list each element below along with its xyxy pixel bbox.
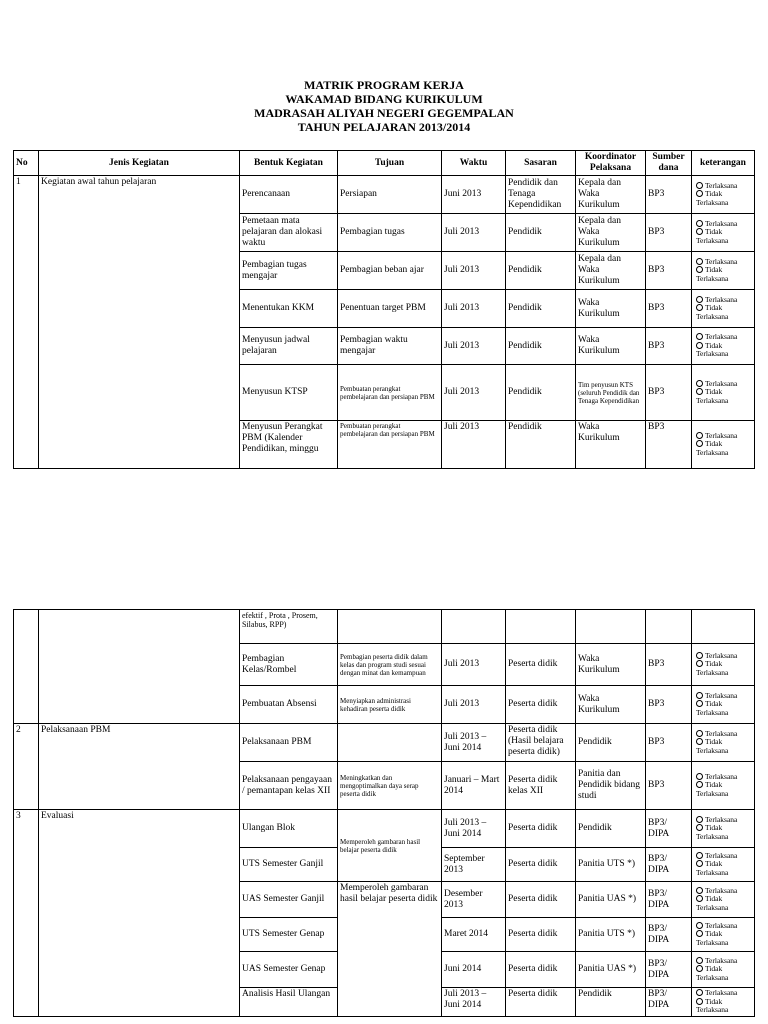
keterangan-cell: Terlaksana Tidak Terlaksana — [692, 762, 755, 810]
radio-circle-icon — [696, 380, 703, 387]
koordinator-cell: Pendidik — [576, 810, 646, 848]
header-row — [14, 151, 755, 176]
koordinator-cell: Kepala dan Waka Kurikulum — [576, 214, 646, 252]
koordinator-cell: Waka Kurikulum — [576, 421, 646, 469]
waktu-cell: Juli 2013 – Juni 2014 — [442, 810, 506, 848]
col-tujuan: Tujuan — [338, 151, 442, 176]
koordinator-cell: Panitia UAS *) — [576, 952, 646, 988]
document-title — [0, 78, 768, 134]
radio-circle-icon — [696, 388, 703, 395]
koordinator-cell: Waka Kurikulum — [576, 328, 646, 365]
bentuk-cell: UAS Semester Ganjil — [240, 882, 338, 918]
waktu-cell: Juli 2013 — [442, 644, 506, 686]
waktu-cell: Juli 2013 – Juni 2014 — [442, 724, 506, 762]
sasaran-cell: Pendidik — [506, 252, 576, 290]
keterangan-cell: Terlaksana Tidak Terlaksana — [692, 290, 755, 328]
col-waktu: Waktu — [442, 151, 506, 176]
col-no: No — [14, 151, 39, 176]
waktu-cell: Desember 2013 — [442, 882, 506, 918]
sumber-dana-cell: BP3 — [646, 365, 692, 421]
table-row — [14, 610, 755, 644]
sumber-dana-cell — [646, 610, 692, 644]
radio-circle-icon — [696, 773, 703, 780]
keterangan-cell: Terlaksana Tidak Terlaksana — [692, 686, 755, 724]
waktu-cell: Juni 2013 — [442, 176, 506, 214]
sasaran-cell: Pendidik — [506, 290, 576, 328]
radio-circle-icon — [696, 258, 703, 265]
sumber-dana-cell: BP3/ DIPA — [646, 848, 692, 882]
radio-circle-icon — [696, 730, 703, 737]
sumber-dana-cell: BP3 — [646, 762, 692, 810]
table-row — [14, 176, 755, 214]
radio-circle-icon — [696, 700, 703, 707]
radio-circle-icon — [696, 965, 703, 972]
group-jenis-kegiatan — [39, 610, 240, 724]
sumber-dana-cell: BP3/ DIPA — [646, 882, 692, 918]
radio-circle-icon — [696, 228, 703, 235]
keterangan-cell: Terlaksana Tidak Terlaksana — [692, 918, 755, 952]
keterangan-cell: Terlaksana Tidak Terlaksana — [692, 882, 755, 918]
waktu-cell: September 2013 — [442, 848, 506, 882]
radio-circle-icon — [696, 852, 703, 859]
radio-circle-icon — [696, 190, 703, 197]
sasaran-cell: Peserta didik — [506, 918, 576, 952]
bentuk-cell: Menyusun KTSP — [240, 365, 338, 421]
koordinator-cell: Panitia dan Pendidik bidang studi — [576, 762, 646, 810]
sasaran-cell: Peserta didik — [506, 952, 576, 988]
radio-circle-icon — [696, 957, 703, 964]
radio-circle-icon — [696, 333, 703, 340]
tujuan-cell: Pembagian peserta didik dalam kelas dan program studi sesuai dengan minat dan kemampuan — [338, 644, 442, 686]
radio-circle-icon — [696, 266, 703, 273]
koordinator-cell: Panitia UTS *) — [576, 848, 646, 882]
waktu-cell: Maret 2014 — [442, 918, 506, 952]
bentuk-cell: Menyusun Perangkat PBM (Kalender Pendidikan, minggu — [240, 421, 338, 469]
waktu-cell: Juli 2013 — [442, 252, 506, 290]
keterangan-cell — [692, 610, 755, 644]
sasaran-cell: Peserta didik (Hasil belajara peserta didik) — [506, 724, 576, 762]
tujuan-cell: Pembagian waktu mengajar — [338, 328, 442, 365]
col-jenis-kegiatan: Jenis Kegiatan — [39, 151, 240, 176]
waktu-cell — [442, 610, 506, 644]
keterangan-cell: Terlaksana Tidak Terlaksana — [692, 988, 755, 1017]
bentuk-cell: Analisis Hasil Ulangan — [240, 988, 338, 1017]
col-sasaran: Sasaran — [506, 151, 576, 176]
keterangan-cell: Terlaksana Tidak Terlaksana — [692, 644, 755, 686]
keterangan-cell: Terlaksana Tidak Terlaksana — [692, 365, 755, 421]
sasaran-cell: Peserta didik kelas XII — [506, 762, 576, 810]
col-sumber-dana: Sumber dana — [646, 151, 692, 176]
title-line-4: TAHUN PELAJARAN 2013/2014 — [297, 120, 471, 134]
koordinator-cell: Waka Kurikulum — [576, 644, 646, 686]
sasaran-cell — [506, 610, 576, 644]
radio-circle-icon — [696, 296, 703, 303]
radio-circle-icon — [696, 781, 703, 788]
tujuan-cell: Penentuan target PBM — [338, 290, 442, 328]
sumber-dana-cell: BP3/ DIPA — [646, 810, 692, 848]
bentuk-cell: Pelaksanaan pengayaan / pemantapan kelas XII — [240, 762, 338, 810]
radio-circle-icon — [696, 989, 703, 996]
waktu-cell: Juli 2013 – Juni 2014 — [442, 988, 506, 1017]
radio-circle-icon — [696, 998, 703, 1005]
col-keterangan: keterangan — [692, 151, 755, 176]
sumber-dana-cell: BP3 — [646, 252, 692, 290]
koordinator-cell: Waka Kurikulum — [576, 686, 646, 724]
tujuan-cell: Memperoleh gambaran hasil belajar peserta didik — [338, 882, 442, 1017]
keterangan-cell: Terlaksana Tidak Terlaksana — [692, 176, 755, 214]
program-table-page2 — [13, 609, 755, 1017]
waktu-cell: Juli 2013 — [442, 421, 506, 469]
radio-circle-icon — [696, 887, 703, 894]
sumber-dana-cell: BP3 — [646, 724, 692, 762]
radio-circle-icon — [696, 440, 703, 447]
waktu-cell: Juli 2013 — [442, 686, 506, 724]
tujuan-cell: Meningkatkan dan mengoptimalkan daya serap peserta didik — [338, 762, 442, 810]
koordinator-cell: Tim penyusun KTS (seluruh Pendidik dan Tenaga Kependidikan — [576, 365, 646, 421]
sasaran-cell: Peserta didik — [506, 988, 576, 1017]
bentuk-cell: Menyusun jadwal pelajaran — [240, 328, 338, 365]
title-line-2: WAKAMAD BIDANG KURIKULUM — [285, 92, 483, 106]
bentuk-cell: Pembagian Kelas/Rombel — [240, 644, 338, 686]
tujuan-cell: Pembuatan perangkat pembelajaran dan persiapan PBM — [338, 421, 442, 469]
tujuan-cell: Pembagian beban ajar — [338, 252, 442, 290]
group-no: 1 — [14, 176, 39, 469]
sasaran-cell: Peserta didik — [506, 686, 576, 724]
title-line-3: MADRASAH ALIYAH NEGERI GEGEMPALAN — [254, 106, 514, 120]
radio-circle-icon — [696, 922, 703, 929]
bentuk-cell: Menentukan KKM — [240, 290, 338, 328]
radio-circle-icon — [696, 860, 703, 867]
tujuan-cell: Pembagian tugas — [338, 214, 442, 252]
sumber-dana-cell: BP3/ DIPA — [646, 918, 692, 952]
sumber-dana-cell: BP3 — [646, 686, 692, 724]
keterangan-cell: Terlaksana Tidak Terlaksana — [692, 810, 755, 848]
group-no — [14, 610, 39, 724]
radio-circle-icon — [696, 182, 703, 189]
sasaran-cell: Pendidik dan Tenaga Kependidikan — [506, 176, 576, 214]
group-no: 3 — [14, 810, 39, 1017]
keterangan-cell: Terlaksana Tidak Terlaksana — [692, 421, 755, 469]
col-koordinator: Koordinator Pelaksana — [576, 151, 646, 176]
bentuk-cell: UTS Semester Ganjil — [240, 848, 338, 882]
tujuan-cell: Memperoleh gambaran hasil belajar peserta didik — [338, 810, 442, 882]
sasaran-cell: Peserta didik — [506, 848, 576, 882]
koordinator-cell: Panitia UAS *) — [576, 882, 646, 918]
sumber-dana-cell: BP3 — [646, 176, 692, 214]
radio-circle-icon — [696, 304, 703, 311]
group-no: 2 — [14, 724, 39, 810]
sasaran-cell: Pendidik — [506, 421, 576, 469]
sasaran-cell: Peserta didik — [506, 644, 576, 686]
tujuan-cell — [338, 724, 442, 762]
tujuan-cell: Menyiapkan administrasi kehadiran peserta didik — [338, 686, 442, 724]
radio-circle-icon — [696, 816, 703, 823]
radio-circle-icon — [696, 660, 703, 667]
bentuk-cell: UAS Semester Genap — [240, 952, 338, 988]
radio-circle-icon — [696, 652, 703, 659]
sumber-dana-cell: BP3/ DIPA — [646, 952, 692, 988]
keterangan-cell: Terlaksana Tidak Terlaksana — [692, 952, 755, 988]
waktu-cell: Juni 2014 — [442, 952, 506, 988]
koordinator-cell: Kepala dan Waka Kurikulum — [576, 176, 646, 214]
keterangan-cell: Terlaksana Tidak Terlaksana — [692, 848, 755, 882]
tujuan-cell: Pembuatan perangkat pembelajaran dan persiapan PBM — [338, 365, 442, 421]
sasaran-cell: Pendidik — [506, 328, 576, 365]
radio-circle-icon — [696, 738, 703, 745]
group-jenis-kegiatan: Pelaksanaan PBM — [39, 724, 240, 810]
tujuan-cell: Persiapan — [338, 176, 442, 214]
keterangan-cell: Terlaksana Tidak Terlaksana — [692, 252, 755, 290]
sumber-dana-cell: BP3 — [646, 421, 692, 469]
radio-circle-icon — [696, 342, 703, 349]
sumber-dana-cell: BP3 — [646, 214, 692, 252]
radio-circle-icon — [696, 930, 703, 937]
sumber-dana-cell: BP3 — [646, 290, 692, 328]
waktu-cell: Juli 2013 — [442, 290, 506, 328]
koordinator-cell: Kepala dan Waka Kurikulum — [576, 252, 646, 290]
waktu-cell: Juli 2013 — [442, 365, 506, 421]
radio-circle-icon — [696, 824, 703, 831]
sasaran-cell: Pendidik — [506, 214, 576, 252]
table-row — [14, 724, 755, 762]
bentuk-cell: Pemetaan mata pelajaran dan alokasi waktu — [240, 214, 338, 252]
sasaran-cell: Peserta didik — [506, 882, 576, 918]
sumber-dana-cell: BP3 — [646, 328, 692, 365]
waktu-cell: Juli 2013 — [442, 214, 506, 252]
bentuk-cell: Ulangan Blok — [240, 810, 338, 848]
bentuk-cell: Pelaksanaan PBM — [240, 724, 338, 762]
radio-circle-icon — [696, 432, 703, 439]
keterangan-cell: Terlaksana Tidak Terlaksana — [692, 328, 755, 365]
group-jenis-kegiatan: Evaluasi — [39, 810, 240, 1017]
sasaran-cell: Pendidik — [506, 365, 576, 421]
bentuk-cell: Pembuatan Absensi — [240, 686, 338, 724]
koordinator-cell: Pendidik — [576, 724, 646, 762]
sumber-dana-cell: BP3 — [646, 644, 692, 686]
sasaran-cell: Peserta didik — [506, 810, 576, 848]
koordinator-cell — [576, 610, 646, 644]
title-line-1: MATRIK PROGRAM KERJA — [304, 78, 464, 92]
koordinator-cell: Waka Kurikulum — [576, 290, 646, 328]
radio-circle-icon — [696, 220, 703, 227]
bentuk-cell: Pembagian tugas mengajar — [240, 252, 338, 290]
koordinator-cell: Panitia UTS *) — [576, 918, 646, 952]
koordinator-cell: Pendidik — [576, 988, 646, 1017]
keterangan-cell: Terlaksana Tidak Terlaksana — [692, 724, 755, 762]
waktu-cell: Juli 2013 — [442, 328, 506, 365]
bentuk-cell: efektif , Prota , Prosem, Silabus, RPP) — [240, 610, 338, 644]
keterangan-cell: Terlaksana Tidak Terlaksana — [692, 214, 755, 252]
col-bentuk-kegiatan: Bentuk Kegiatan — [240, 151, 338, 176]
group-jenis-kegiatan: Kegiatan awal tahun pelajaran — [39, 176, 240, 469]
table-row — [14, 810, 755, 848]
waktu-cell: Januari – Mart 2014 — [442, 762, 506, 810]
bentuk-cell: Perencanaan — [240, 176, 338, 214]
tujuan-cell — [338, 610, 442, 644]
bentuk-cell: UTS Semester Genap — [240, 918, 338, 952]
radio-circle-icon — [696, 895, 703, 902]
program-table-page1 — [13, 150, 755, 469]
radio-circle-icon — [696, 692, 703, 699]
sumber-dana-cell: BP3/ DIPA — [646, 988, 692, 1017]
